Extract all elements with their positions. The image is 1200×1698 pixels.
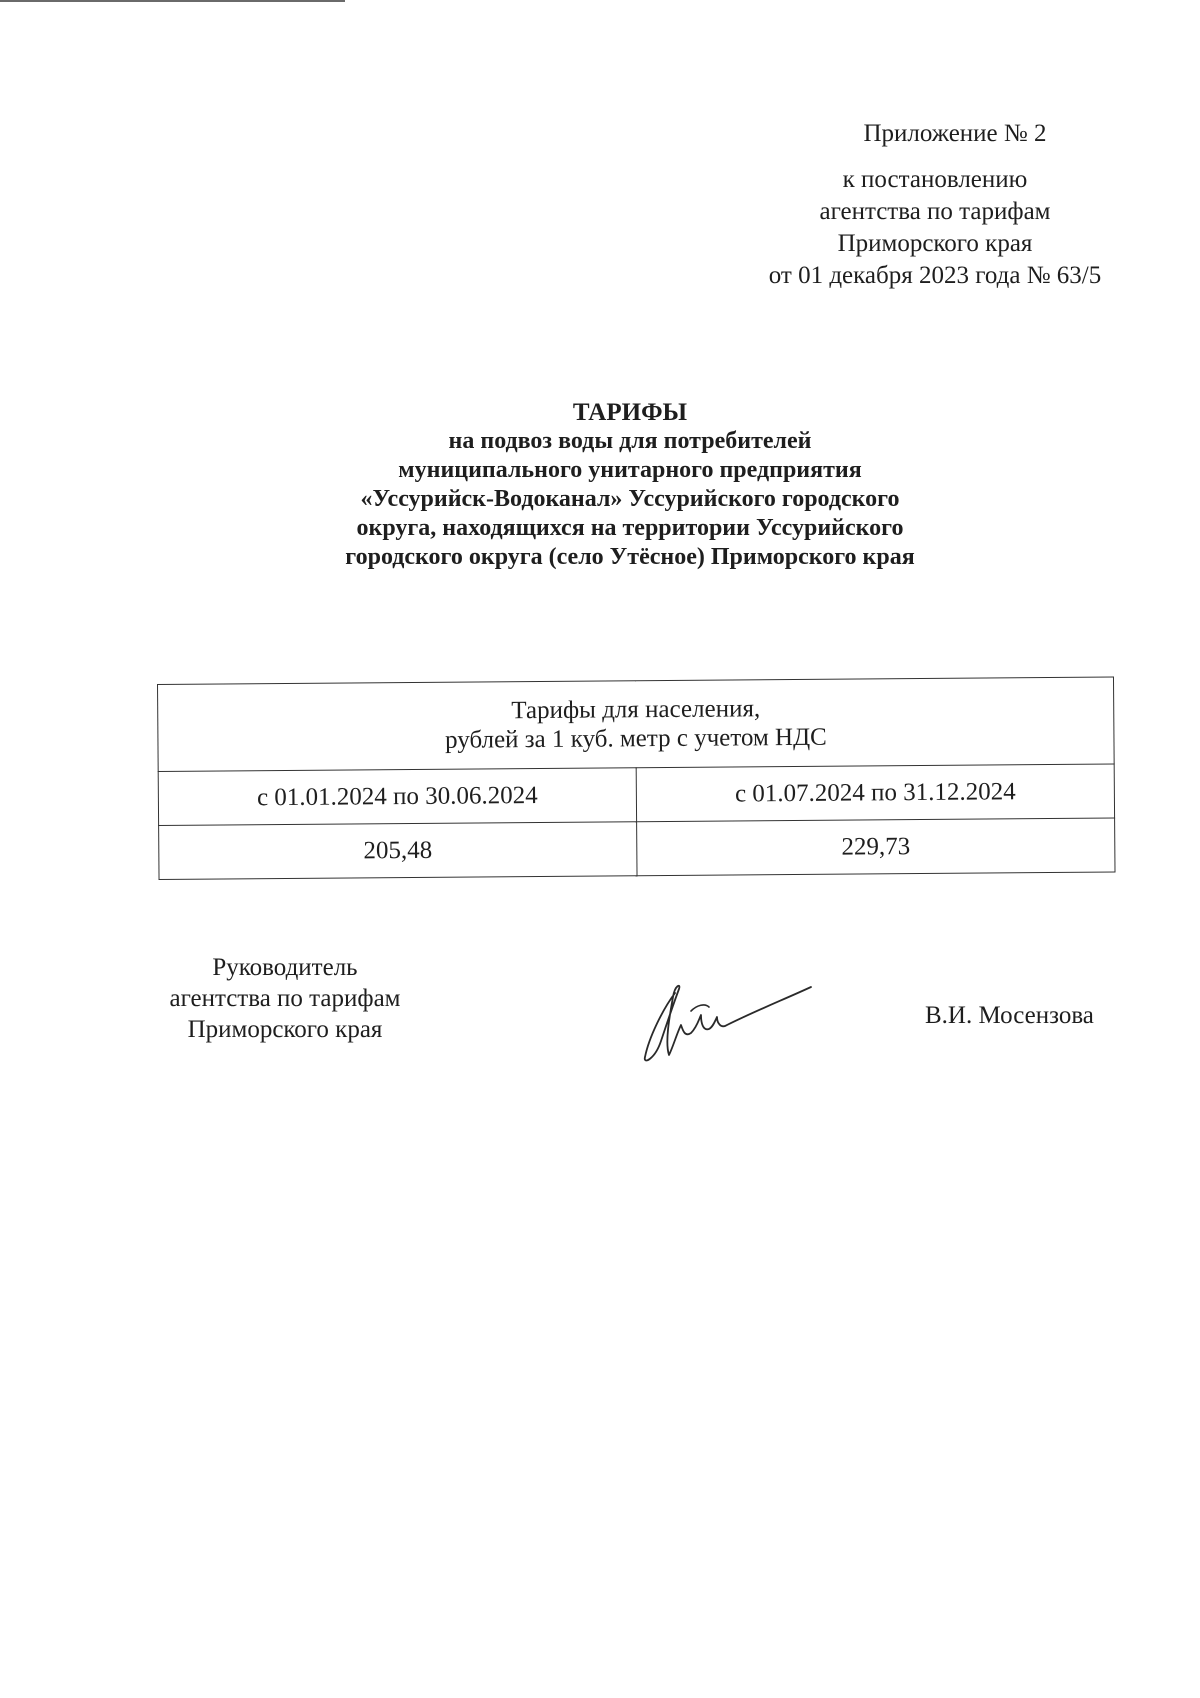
title-line: «Уссурийск-Водоканал» Уссурийского городского (360, 486, 900, 512)
table-row (158, 764, 1114, 826)
appendix-line: к постановлению (842, 166, 1028, 193)
appendix-line: Приморского края (837, 230, 1033, 257)
period-cell: с 01.07.2024 по 31.12.2024 (636, 764, 1114, 822)
document-title (250, 398, 1010, 572)
table-header-row (158, 677, 1115, 772)
handwritten-signature (635, 975, 815, 1065)
title-line: на подвоз воды для потребителей (448, 428, 812, 454)
signatory-name: В.И. Мосензова (925, 1002, 1094, 1029)
appendix-line: от 01 декабря 2023 года № 63/5 (768, 262, 1102, 289)
appendix-line: агентства по тарифам (819, 198, 1051, 225)
title-main: ТАРИФЫ (572, 399, 688, 426)
position-line: Приморского края (187, 1016, 383, 1043)
title-line: округа, находящихся на территории Уссурийского (356, 515, 904, 541)
appendix-number: Приложение № 2 (863, 120, 1047, 147)
table-row (159, 818, 1115, 880)
period-cell: с 01.01.2024 по 30.06.2024 (158, 768, 636, 826)
header-line: Тарифы для населения, (511, 695, 761, 725)
position-line: агентства по тарифам (169, 985, 401, 1012)
signatory-position (150, 952, 420, 1045)
scan-edge-line (0, 0, 345, 2)
tariff-table (157, 676, 1116, 880)
table-header-cell (158, 677, 1115, 772)
header-line: рублей за 1 куб. метр с учетом НДС (445, 723, 827, 754)
title-line: городского округа (село Утёсное) Приморского края (345, 544, 915, 570)
tariff-value-cell: 205,48 (159, 822, 637, 880)
appendix-header (700, 118, 1170, 292)
title-line: муниципального унитарного предприятия (398, 457, 862, 483)
position-line: Руководитель (212, 954, 358, 981)
tariff-value-cell: 229,73 (637, 818, 1115, 876)
